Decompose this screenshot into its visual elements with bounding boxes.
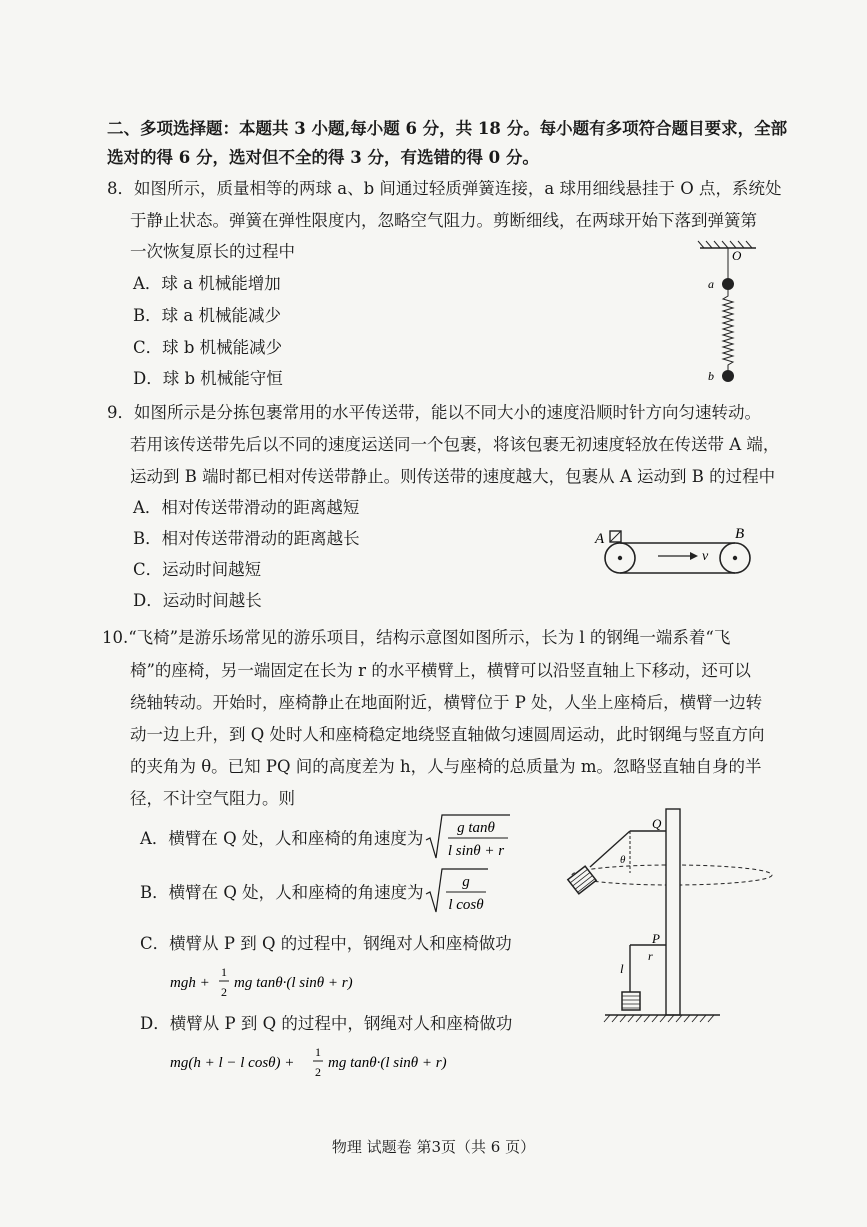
q8-option-b: B．球 a 机械能减少 (133, 306, 281, 325)
label-a: a (708, 277, 714, 291)
q9-stem-line2: 若用该传送带先后以不同的速度运送同一个包裹，将该包裹无初速度轻放在传送带 A 端， (130, 435, 780, 454)
q8-option-d: D．球 b 机械能守恒 (133, 369, 283, 388)
q9-option-b: B．相对传送带滑动的距离越长 (133, 529, 360, 548)
svg-text:g: g (462, 874, 470, 890)
chair-tilted (568, 866, 596, 894)
svg-text:2: 2 (315, 1065, 321, 1079)
ball-b (722, 370, 734, 382)
svg-text:g tanθ: g tanθ (457, 820, 495, 836)
q8-option-c: C．球 b 机械能减少 (133, 338, 283, 357)
section-heading: 二、多项选择题：本题共 3 小题,每小题 6 分，共 18 分。每小题有多项符合题目要求，全部 (107, 119, 788, 138)
q10-option-d: D．横臂从 P 到 Q 的过程中，钢绳对人和座椅做功 (140, 1014, 513, 1033)
q9-stem-line3: 运动到 B 端时都已相对传送带静止。则传送带的速度越大，包裹从 A 运动到 B 的过程中 (130, 467, 776, 486)
q10-option-c: C．横臂从 P 到 Q 的过程中，钢绳对人和座椅做功 (140, 934, 512, 953)
q8-stem-line1: 8．如图所示，质量相等的两球 a、b 间通过轻质弹簧连接，a 球用细线悬挂于 O 点，系统处 (107, 179, 782, 198)
svg-text:1: 1 (221, 965, 227, 979)
q10-stem-line1: 10.“飞椅”是游乐场常见的游乐项目，结构示意图如图所示，长为 l 的钢绳一端系着“飞 (102, 628, 731, 647)
svg-text:mg(h + l − l cosθ) +: mg(h + l − l cosθ) + (170, 1055, 295, 1071)
label-p: P (652, 931, 660, 946)
q10-stem-line4: 动一边上升，到 Q 处时人和座椅稳定地绕竖直轴做匀速圆周运动，此时钢绳与竖直方向 (130, 725, 765, 744)
q8-option-a: A．球 a 机械能增加 (133, 274, 281, 293)
section-heading-cont: 选对的得 6 分，选对但不全的得 3 分，有选错的得 0 分。 (107, 148, 539, 167)
q10-option-a-formula (424, 812, 514, 862)
spring (723, 290, 733, 370)
q9-conveyor-figure (590, 518, 765, 586)
svg-text:mg tanθ·(l sinθ + r): mg tanθ·(l sinθ + r) (328, 1055, 447, 1071)
label-l: l (620, 961, 624, 976)
svg-text:2: 2 (221, 985, 227, 999)
q10-stem-line2: 椅”的座椅，另一端固定在长为 r 的水平横臂上，横臂可以沿竖直轴上下移动，还可以 (130, 661, 751, 680)
q10-option-a: A．横臂在 Q 处，人和座椅的角速度为 (140, 829, 424, 848)
label-theta: θ (620, 854, 626, 866)
ball-a (722, 278, 734, 290)
q10-stem-line6: 径，不计空气阻力。则 (130, 789, 295, 808)
chair-ground (622, 992, 640, 1010)
q9-option-c: C．运动时间越短 (133, 560, 262, 579)
q9-option-d: D．运动时间越长 (133, 591, 262, 610)
q9-stem-line1: 9．如图所示是分拣包裹常用的水平传送带，能以不同大小的速度沿顺时针方向匀速转动。 (107, 403, 761, 422)
q8-spring-figure (690, 238, 770, 390)
svg-text:l cosθ: l cosθ (448, 897, 484, 913)
svg-text:mgh +: mgh + (170, 975, 210, 991)
q8-stem-line2: 于静止状态。弹簧在弹性限度内，忽略空气阻力。剪断细线，在两球开始下落到弹簧第 (130, 211, 757, 230)
q8-stem-line3: 一次恢复原长的过程中 (130, 242, 295, 261)
q10-option-d-formula (168, 1040, 458, 1082)
q10-option-c-formula (168, 960, 438, 1002)
svg-text:l sinθ + r: l sinθ + r (447, 843, 505, 859)
page-footer: 物理 试题卷 第3页（共 6 页） (331, 1138, 536, 1156)
q9-option-a: A．相对传送带滑动的距离越短 (133, 498, 360, 517)
label-b: b (708, 369, 714, 383)
label-r: r (648, 949, 653, 963)
velocity-arrow (690, 552, 698, 560)
q10-option-b-formula (424, 866, 494, 916)
q10-stem-line5: 的夹角为 θ。已知 PQ 间的高度差为 h，人与座椅的总质量为 m。忽略竖直轴自身的半 (130, 757, 762, 776)
label-b-end: B (735, 526, 745, 542)
q10-flying-chair-figure (560, 805, 775, 1030)
svg-text:mg tanθ·(l sinθ + r): mg tanθ·(l sinθ + r) (234, 975, 353, 991)
svg-text:1: 1 (315, 1045, 321, 1059)
q10-option-b: B．横臂在 Q 处，人和座椅的角速度为 (140, 883, 424, 902)
label-a-end: A (595, 531, 605, 547)
q10-stem-line3: 绕轴转动。开始时，座椅静止在地面附近，横臂位于 P 处，人坐上座椅后，横臂一边转 (130, 693, 763, 712)
label-o: O (732, 248, 742, 263)
vertical-axle (666, 809, 680, 1015)
label-v: v (702, 549, 709, 564)
label-q: Q (652, 816, 662, 831)
